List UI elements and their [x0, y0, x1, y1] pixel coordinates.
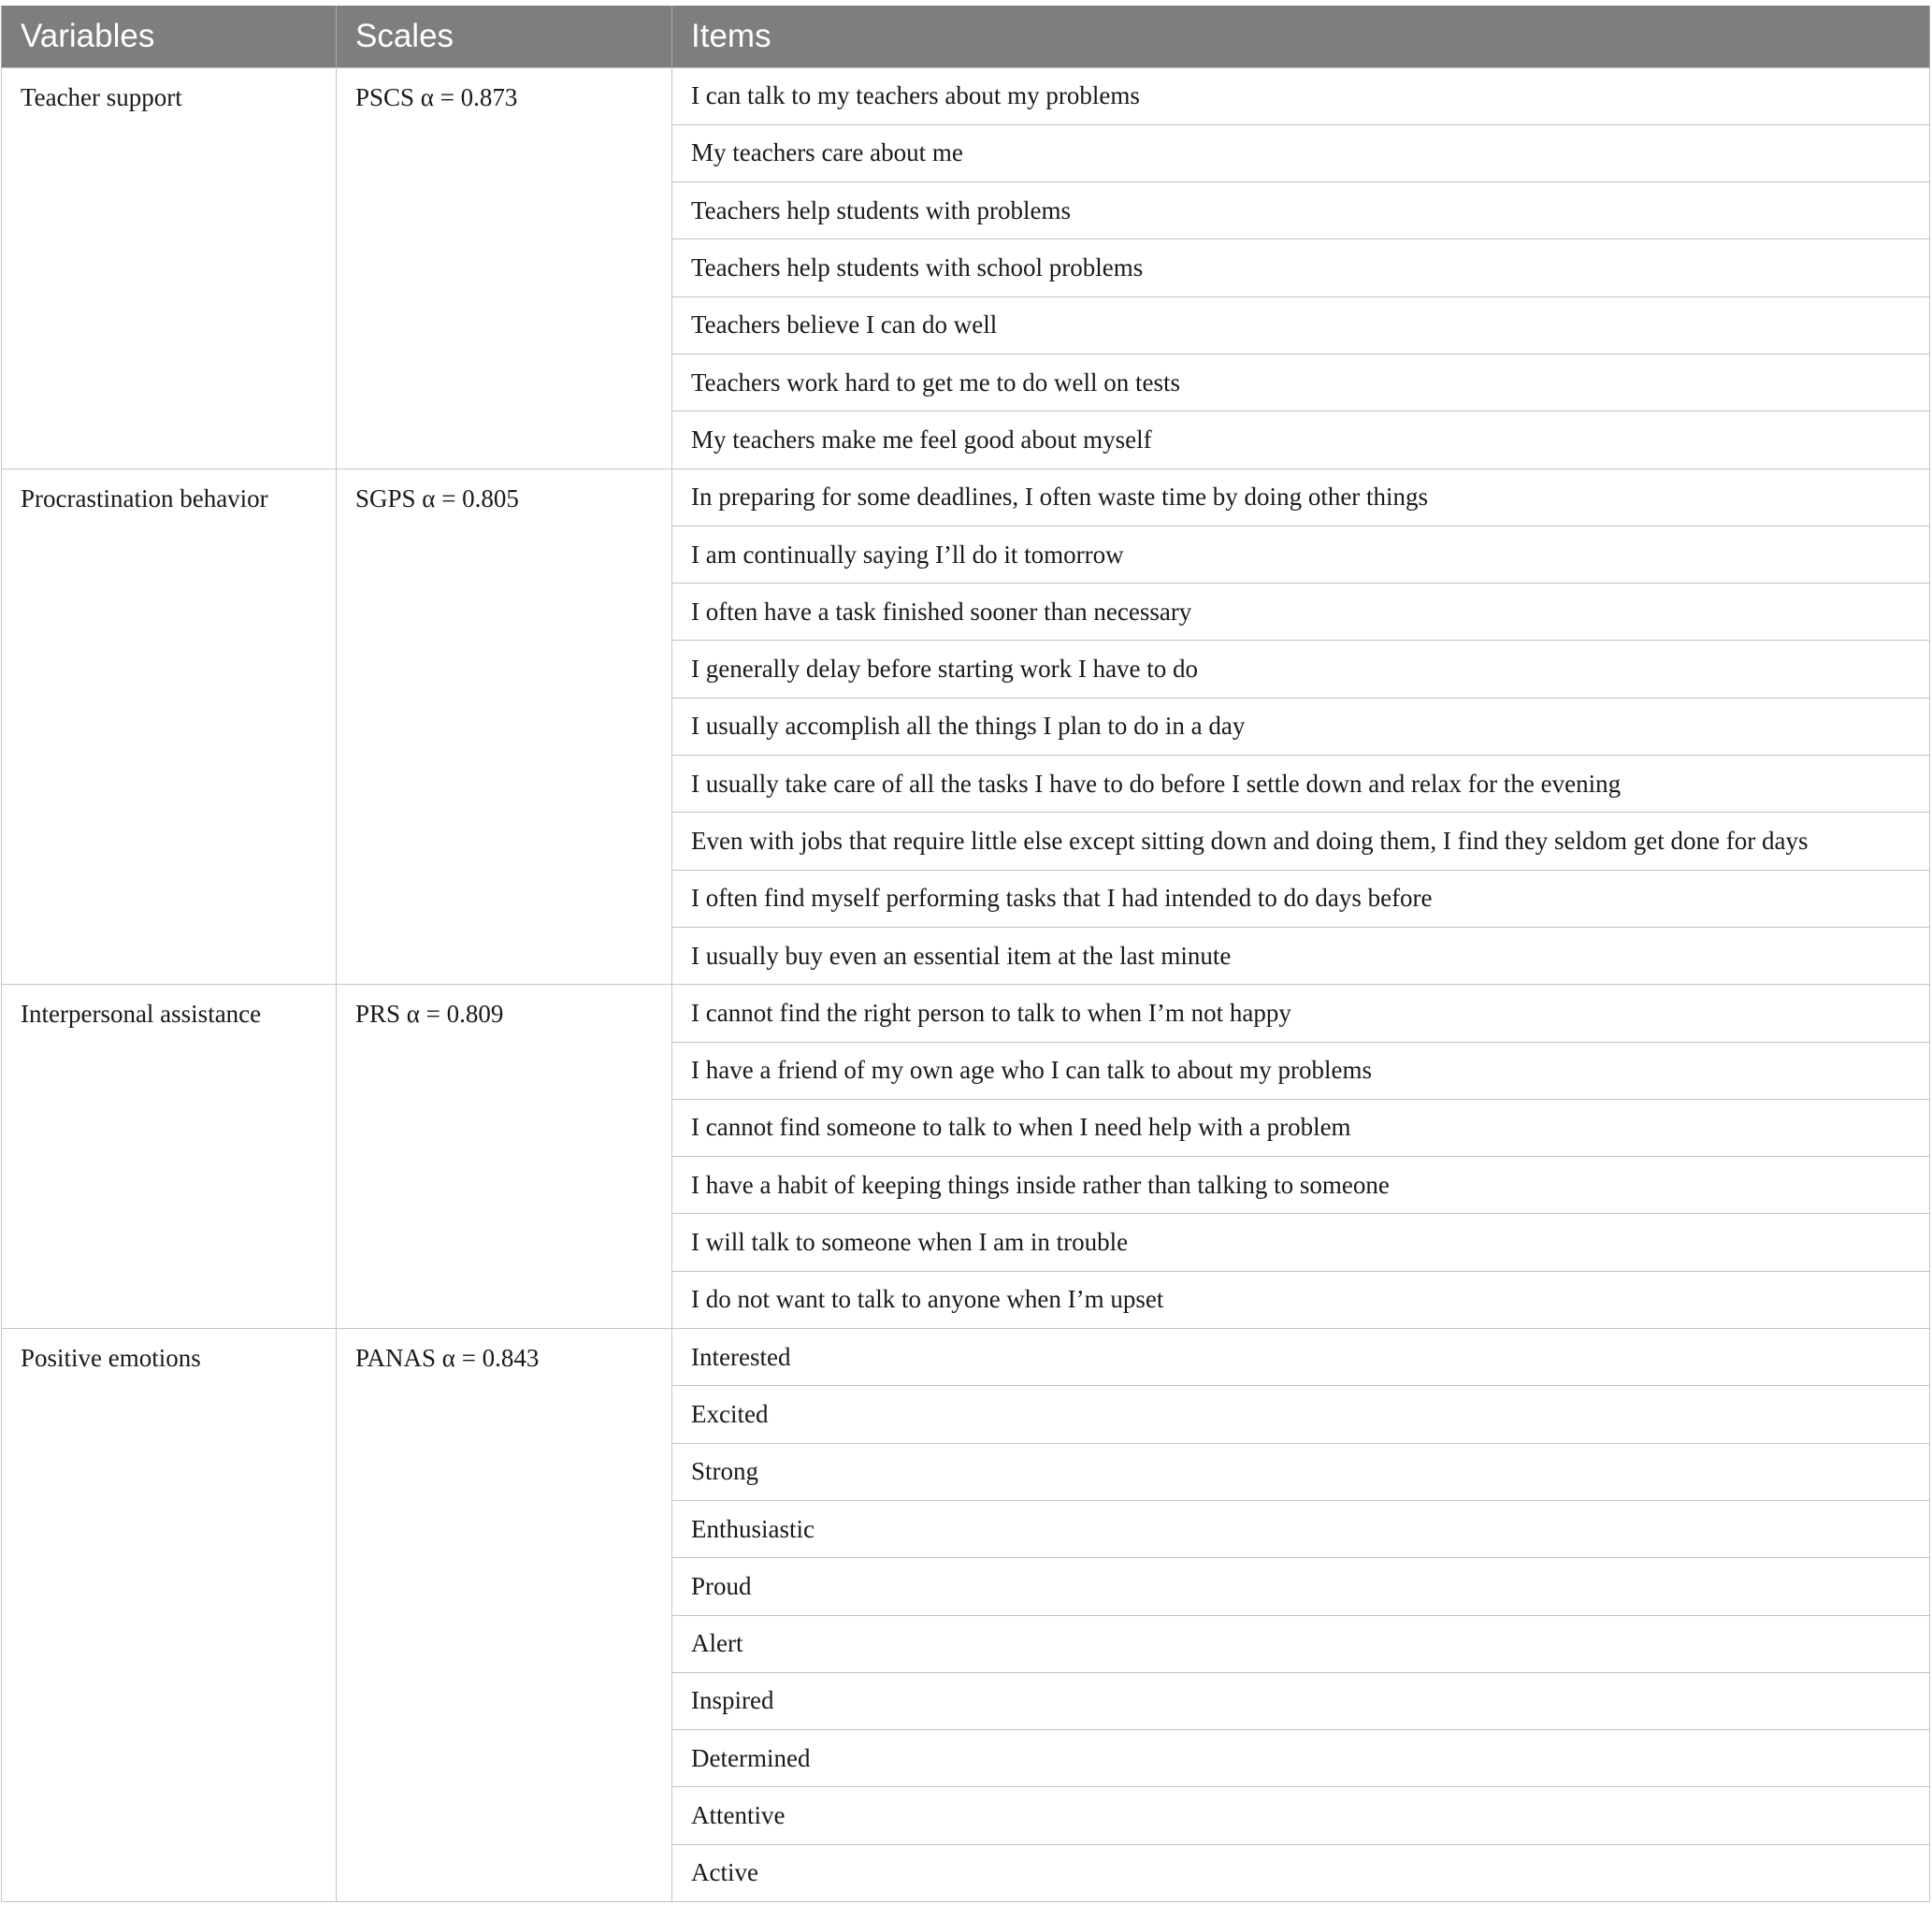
table-header: [2, 6, 1930, 67]
item-cell: I usually take care of all the tasks I have to do before I settle down and relax for the evening: [672, 756, 1930, 813]
item-cell: My teachers care about me: [672, 124, 1930, 181]
variable-cell: Procrastination behavior: [2, 469, 337, 985]
table-row: [2, 985, 1930, 1042]
item-cell: I usually accomplish all the things I plan to do in a day: [672, 698, 1930, 755]
item-cell: I do not want to talk to anyone when I’m upset: [672, 1271, 1930, 1328]
item-cell: Inspired: [672, 1672, 1930, 1729]
table-row: [2, 67, 1930, 124]
scale-cell: PSCS α = 0.873: [337, 67, 672, 469]
item-cell: I am continually saying I’ll do it tomorrow: [672, 526, 1930, 583]
item-cell: Attentive: [672, 1787, 1930, 1844]
scale-cell: PANAS α = 0.843: [337, 1329, 672, 1902]
scale-cell: PRS α = 0.809: [337, 985, 672, 1329]
scales-table: [1, 6, 1930, 1902]
item-cell: Even with jobs that require little else except sitting down and doing them, I find they seldom get done for days: [672, 813, 1930, 870]
item-cell: Teachers help students with problems: [672, 182, 1930, 239]
item-cell: My teachers make me feel good about myself: [672, 411, 1930, 469]
item-cell: I often find myself performing tasks that I had intended to do days before: [672, 870, 1930, 927]
item-cell: I have a habit of keeping things inside rather than talking to someone: [672, 1157, 1930, 1214]
item-cell: Interested: [672, 1329, 1930, 1386]
item-cell: Proud: [672, 1558, 1930, 1615]
item-cell: I usually buy even an essential item at the last minute: [672, 927, 1930, 984]
item-cell: Teachers help students with school problems: [672, 239, 1930, 296]
item-cell: I often have a task finished sooner than necessary: [672, 584, 1930, 641]
header-scales: Scales: [337, 6, 672, 67]
item-cell: I cannot find someone to talk to when I need help with a problem: [672, 1099, 1930, 1156]
table-row: [2, 469, 1930, 526]
item-cell: I generally delay before starting work I have to do: [672, 641, 1930, 698]
item-cell: I cannot find the right person to talk to when I’m not happy: [672, 985, 1930, 1042]
table-row: [2, 1329, 1930, 1386]
variable-cell: Positive emotions: [2, 1329, 337, 1902]
table-body: [2, 67, 1930, 1902]
item-cell: Excited: [672, 1386, 1930, 1443]
header-row: [2, 6, 1930, 67]
item-cell: Strong: [672, 1443, 1930, 1500]
scale-cell: SGPS α = 0.805: [337, 469, 672, 985]
header-items: Items: [672, 6, 1930, 67]
item-cell: I can talk to my teachers about my problems: [672, 67, 1930, 124]
variable-cell: Interpersonal assistance: [2, 985, 337, 1329]
item-cell: Teachers work hard to get me to do well on tests: [672, 354, 1930, 411]
item-cell: Alert: [672, 1615, 1930, 1672]
item-cell: Teachers believe I can do well: [672, 296, 1930, 354]
variable-cell: Teacher support: [2, 67, 337, 469]
item-cell: In preparing for some deadlines, I often waste time by doing other things: [672, 469, 1930, 526]
item-cell: Enthusiastic: [672, 1500, 1930, 1557]
item-cell: Determined: [672, 1730, 1930, 1787]
item-cell: I will talk to someone when I am in trouble: [672, 1214, 1930, 1271]
header-variables: Variables: [2, 6, 337, 67]
item-cell: Active: [672, 1844, 1930, 1901]
item-cell: I have a friend of my own age who I can talk to about my problems: [672, 1042, 1930, 1099]
